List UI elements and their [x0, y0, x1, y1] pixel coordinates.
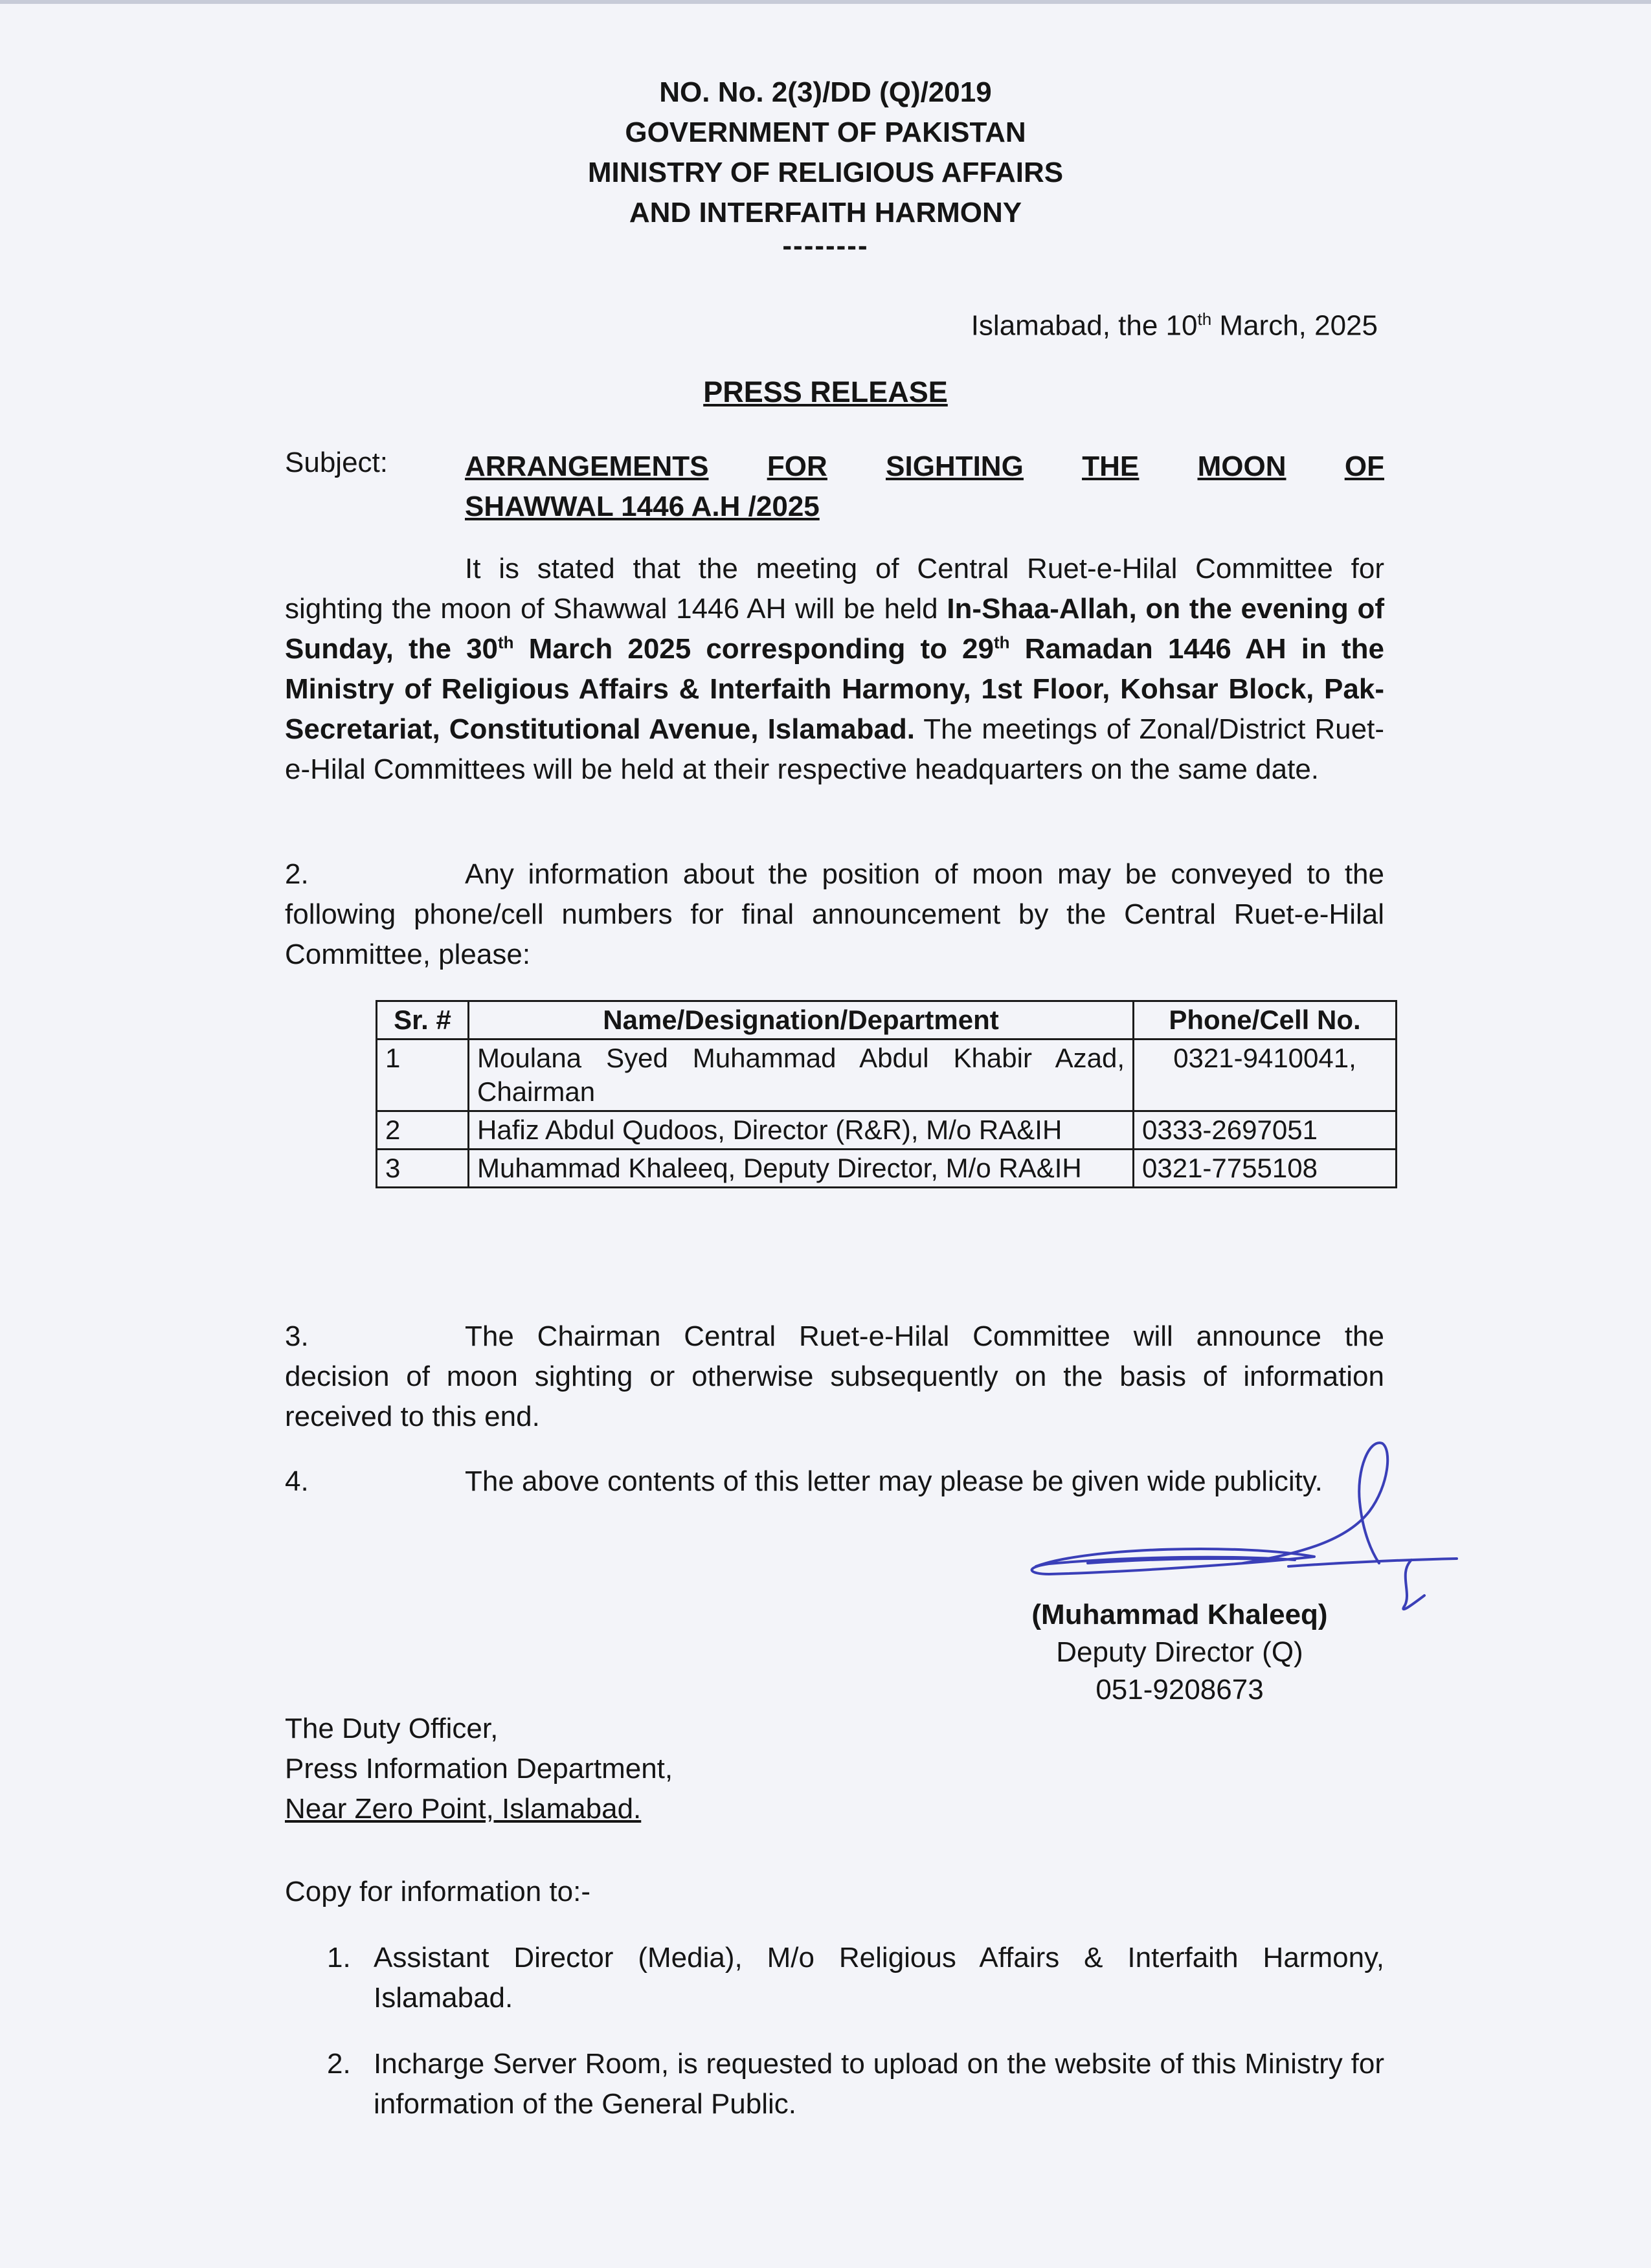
date-prefix: Islamabad, the 10 [971, 309, 1198, 342]
addressee-line-2: Press Information Department, [285, 1753, 673, 1784]
signatory-block [1018, 1596, 1342, 1709]
copy-list-item [327, 2044, 1384, 2124]
reference-number: NO. No. 2(3)/DD (Q)/2019 [659, 76, 992, 108]
cell-sr: 3 [377, 1150, 469, 1188]
cell-sr: 2 [377, 1111, 469, 1150]
column-header-sr: Sr. # [377, 1001, 469, 1040]
signatory-phone: 051-9208673 [1095, 1674, 1264, 1706]
signatory-name: (Muhammad Khaleeq) [1031, 1599, 1328, 1630]
paragraph-number: 2. [285, 858, 309, 890]
paragraph-3 [285, 1317, 1384, 1437]
para1-bold-b: March 2025 corresponding to 29 [513, 633, 994, 665]
subject-word: FOR [767, 450, 827, 482]
copy-item-text: Incharge Server Room, is requested to upload on the website of this Ministry for information of the General Public. [374, 2048, 1384, 2120]
subject-word: THE [1082, 450, 1140, 482]
subject-label: Subject: [285, 447, 388, 478]
paragraph-number: 4. [285, 1465, 309, 1497]
subject-line-1 [465, 447, 1384, 487]
subject-word: SIGHTING [886, 450, 1024, 482]
paragraph-2 [285, 854, 1384, 975]
header-separator: -------- [782, 230, 869, 261]
cell-phone: 0333-2697051 [1134, 1111, 1397, 1150]
cell-phone: 0321-9410041, [1134, 1040, 1397, 1111]
column-header-name: Name/Designation/Department [469, 1001, 1134, 1040]
date-suffix: March, 2025 [1211, 309, 1378, 342]
copy-item-text: Assistant Director (Media), M/o Religious Affairs & Interfaith Harmony, Islamabad. [374, 1942, 1384, 2014]
copy-item-number: 2. [327, 2048, 351, 2080]
issue-date [971, 309, 1378, 342]
para1-bold-c: Ramadan 1446 AH in the Ministry of Religious Affairs & Interfaith Harmony, 1st Floor, Kohsar Block, Pak-Secretariat, Constitutional Avenue, Islamabad. [285, 633, 1385, 745]
table-row [377, 1111, 1397, 1150]
column-header-phone: Phone/Cell No. [1134, 1001, 1397, 1040]
para2-text: Any information about the position of moon may be conveyed to the following phone/cell numbers for final announcement by the Central Ruet-e-Hilal Committee, please: [285, 858, 1384, 970]
para4-text: The above contents of this letter may please be given wide publicity. [465, 1465, 1323, 1497]
ministry-line-1: MINISTRY OF RELIGIOUS AFFAIRS [587, 157, 1064, 188]
document-title: PRESS RELEASE [703, 375, 948, 408]
table-row [377, 1150, 1397, 1188]
copy-list-item [327, 1938, 1384, 2018]
signatory-designation: Deputy Director (Q) [1056, 1636, 1303, 1668]
cell-name: Hafiz Abdul Qudoos, Director (R&R), M/o RA&IH [469, 1111, 1134, 1150]
para1-text-b: The meetings of Zonal/District Ruet-e-Hilal Committees will be held at their respective headquarters on the same date. [285, 713, 1384, 785]
subject-text [465, 447, 1384, 527]
government-name: GOVERNMENT OF PAKISTAN [625, 117, 1026, 148]
para1-sup-a: th [498, 632, 514, 652]
cell-sr: 1 [377, 1040, 469, 1111]
table-row [377, 1040, 1397, 1111]
table-header-row [377, 1001, 1397, 1040]
addressee-line-1: The Duty Officer, [285, 1713, 499, 1744]
para1-sup-b: th [994, 632, 1010, 652]
letterhead [0, 72, 1651, 259]
addressee-line-3: Near Zero Point, Islamabad. [285, 1793, 642, 1825]
copy-item-number: 1. [327, 1942, 351, 1973]
copy-heading: Copy for information to:- [285, 1876, 590, 1907]
ministry-line-2: AND INTERFAITH HARMONY [629, 197, 1022, 228]
handwritten-signature [1010, 1430, 1463, 1625]
subject-word: OF [1344, 450, 1384, 482]
para3-text: The Chairman Central Ruet-e-Hilal Committee will announce the decision of moon sighting or otherwise subsequently on the basis of information received to this end. [285, 1320, 1384, 1432]
para1-bold-a: In-Shaa-Allah, on the evening of Sunday, the 30 [285, 593, 1384, 665]
cell-name: Muhammad Khaleeq, Deputy Director, M/o RA&IH [469, 1150, 1134, 1188]
date-ordinal: th [1197, 309, 1212, 329]
addressee-block [285, 1709, 673, 1829]
subject-word: MOON [1197, 450, 1286, 482]
subject-line-2: SHAWWAL 1446 A.H /2025 [465, 491, 820, 522]
cell-name: Moulana Syed Muhammad Abdul Khabir Azad, Chairman [469, 1040, 1134, 1111]
scan-top-edge [0, 0, 1651, 4]
subject-word: ARRANGEMENTS [465, 450, 709, 482]
contacts-table [376, 1000, 1397, 1188]
paragraph-number: 3. [285, 1320, 309, 1352]
paragraph-1 [285, 549, 1384, 790]
cell-phone: 0321-7755108 [1134, 1150, 1397, 1188]
para1-text-a: It is stated that the meeting of Central Ruet-e-Hilal Committee for sighting the moon of Shawwal 1446 AH will be held [285, 553, 1384, 625]
